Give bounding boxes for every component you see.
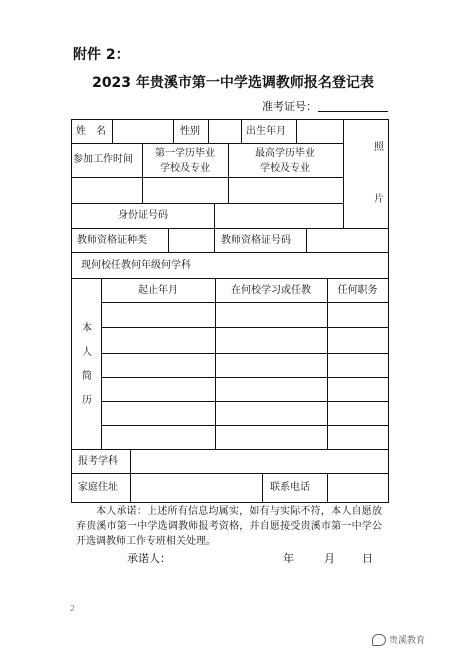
top-edu-label-2: 学校及专业 — [260, 163, 310, 174]
resume-side-3: 简 — [82, 371, 92, 382]
watermark-text: 贵溪教育 — [389, 636, 426, 646]
first-edu-label-2: 学校及专业 — [160, 163, 210, 174]
sign-month: 月 — [324, 552, 335, 565]
cert-number-label: 教师资格证号码 — [221, 235, 291, 246]
resume-header-period: 起止年月 — [138, 285, 178, 296]
resume-header-position: 任何职务 — [337, 285, 378, 296]
watermark — [372, 633, 425, 646]
exam-number-field[interactable] — [318, 111, 388, 112]
resume-side-4: 历 — [82, 395, 92, 406]
resume-side-2: 人 — [82, 347, 92, 358]
form-title: 2023 年贵溪市第一中学选调教师报名登记表 — [92, 75, 374, 91]
gender-label: 性别 — [180, 126, 200, 137]
phone-label: 联系电话 — [270, 482, 310, 493]
sign-day: 日 — [362, 552, 373, 565]
exam-number-label: 准考证号： — [262, 100, 317, 113]
current-teaching-label: 现何校任教何年级何学科 — [81, 260, 191, 271]
apply-subject-label: 报考学科 — [78, 456, 118, 467]
sign-year: 年 — [283, 552, 294, 565]
birth-label: 出生年月 — [246, 126, 286, 137]
attachment-label: 附件 2： — [73, 47, 130, 63]
id-number-label: 身份证号码 — [118, 210, 168, 221]
work-time-label: 参加工作时间 — [73, 154, 133, 165]
cert-type-label: 教师资格证种类 — [77, 235, 147, 246]
photo-label-2: 片 — [374, 194, 384, 205]
wechat-icon — [372, 634, 386, 646]
signer-label: 承诺人： — [127, 552, 171, 565]
first-edu-label-1: 第一学历毕业 — [155, 148, 215, 159]
top-edu-label-1: 最高学历毕业 — [255, 148, 315, 159]
page-number: 2 — [70, 604, 76, 613]
address-label: 家庭住址 — [78, 482, 118, 493]
photo-label-1: 照 — [374, 142, 384, 153]
promise-statement: 本人承诺：上述所有信息均属实，如有与实际不符，本人自愿放弃贵溪市第一中学选调教师报考资格，并自愿接受贵溪市第一中学公开选调教师工作专班相关处理。 — [76, 506, 382, 547]
name-label: 姓 名 — [76, 126, 106, 137]
resume-header-school: 在何校学习或任教 — [231, 285, 311, 296]
resume-side-1: 本 — [82, 323, 92, 334]
